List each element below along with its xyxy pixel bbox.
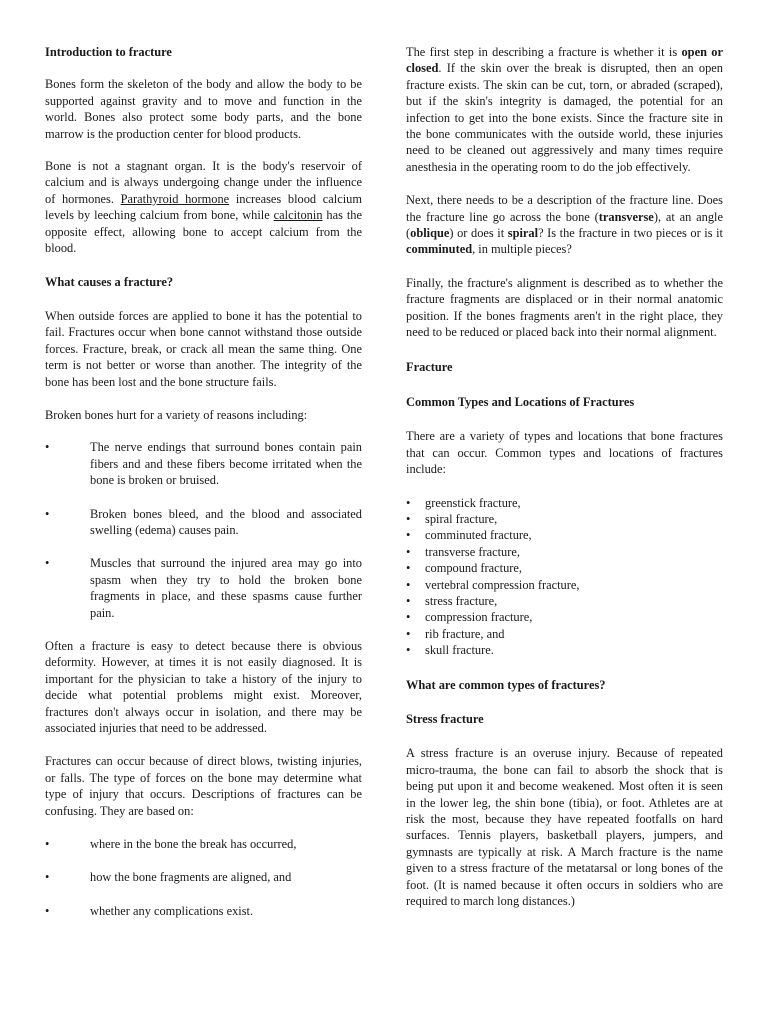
list-item: • comminuted fracture, xyxy=(406,527,723,543)
list-item: • where in the bone the break has occurred, xyxy=(45,836,362,852)
paragraph-bones-skeleton: Bones form the skeleton of the body and allow the body to be supported against gravity and to move and function in the world. Bones also protect some body parts, and the bone marrow is the production center for blood products. xyxy=(45,77,362,141)
list-item: • compound fracture, xyxy=(406,560,723,576)
heading-introduction: Introduction to fracture xyxy=(45,45,172,59)
pain-reasons-list xyxy=(45,439,362,621)
list-item: • whether any complications exist. xyxy=(45,903,362,919)
paragraph-easy-to-detect: Often a fracture is easy to detect because there is obvious deformity. However, at times it is not easily diagnosed. It is important for the physician to take a history of the injury to decide what potential problems might exist. Moreover, fractures don't always occur in isolation, and there may be associated injuries that need to be addressed. xyxy=(45,638,362,735)
list-item: • Muscles that surround the injured area may go into spasm when they try to hold the broken bone fragments in place, and these spasms cause further pain. xyxy=(45,555,362,621)
heading-common-types-locations: Common Types and Locations of Fractures xyxy=(406,394,635,409)
list-item: • spiral fracture, xyxy=(406,511,723,527)
heading-fracture: Fracture xyxy=(406,359,453,374)
paragraph-outside-forces: When outside forces are applied to bone it has the potential to fail. Fractures occur when bone cannot withstand those outside forces. Fracture, break, or crack all mean the same thing. One term is not better or worse than another. The integrity of the bone has been lost and the bone structure fails. xyxy=(45,308,362,389)
list-item: • how the bone fragments are aligned, and xyxy=(45,869,362,885)
paragraph-variety-of-types: There are a variety of types and locations that bone fractures that can occur. Common types and locations of fractures include: xyxy=(406,429,723,477)
description-basis-list xyxy=(45,836,362,919)
paragraph-direct-blows: Fractures can occur because of direct blows, twisting injuries, or falls. The type of forces on the bone may determine what type of injury that occurs. Descriptions of fractures can be confusing. They are based on: xyxy=(45,754,362,818)
right-column xyxy=(406,44,723,909)
left-column xyxy=(45,44,362,919)
list-item: • rib fracture, and xyxy=(406,626,723,642)
paragraph-broken-bones-hurt: Broken bones hurt for a variety of reasons including: xyxy=(45,407,308,422)
list-item: • skull fracture. xyxy=(406,642,723,658)
paragraph-alignment: Finally, the fracture's alignment is described as to whether the fracture fragments are displaced or in their normal anatomic position. If the bones fragments aren't in the right place, they need to be reduced or placed back into their normal alignment. xyxy=(406,275,723,340)
heading-common-types: What are common types of fractures? xyxy=(406,677,606,692)
list-item: • Broken bones bleed, and the blood and associated swelling (edema) causes pain. xyxy=(45,506,362,539)
list-item: • The nerve endings that surround bones contain pain fibers and and these fibers become irritated when the bone is broken or bruised. xyxy=(45,439,362,488)
paragraph-bone-not-stagnant: Bone is not a stagnant organ. It is the body's reservoir of calcium and is always undergoing change under the influence of hormones. Parathyroid hormone increases blood calcium levels by leeching calcium from bone, while calcitonin has the opposite effect, allowing bone to accept calcium from the blood. xyxy=(45,159,363,256)
paragraph-open-or-closed: The first step in describing a fracture is whether it is open or closed. If the skin over the break is disrupted, then an open fracture exists. The skin can be cut, torn, or abraded (scraped), but if the skin's integrity is damaged, the potential for an infection to get into the bone exists. Since the fracture site in the bone communicates with the outside world, these injuries need to be cleaned out aggressively and many times require anesthesia in the operating room to do the job effectively. xyxy=(406,45,723,174)
list-item: • greenstick fracture, xyxy=(406,495,723,511)
list-item: • vertebral compression fracture, xyxy=(406,577,723,593)
heading-stress-fracture: Stress fracture xyxy=(406,712,484,726)
parathyroid-hormone-link[interactable]: Parathyroid hormone xyxy=(120,191,230,206)
fracture-types-list xyxy=(406,495,723,659)
calcitonin-link[interactable]: calcitonin xyxy=(273,208,323,223)
list-item: • stress fracture, xyxy=(406,593,723,609)
heading-what-causes: What causes a fracture? xyxy=(45,275,174,290)
paragraph-stress-fracture: A stress fracture is an overuse injury. Because of repeated micro-trauma, the bone can fail to absorb the shock that is being put upon it and become weakened. Most often it is seen in the lower leg, the shin bone (tibia), or foot. Athletes are at risk the most, because they have repeated footfalls on hard surfaces. Tennis players, basketball players, jumpers, and gymnasts are typically at risk. A March fracture is the name given to a stress fracture of the metatarsal or long bones of the foot. (It is named because it often occurs in soldiers who are required to march long distances.) xyxy=(406,746,723,909)
list-item: • transverse fracture, xyxy=(406,544,723,560)
paragraph-fracture-line: Next, there needs to be a description of the fracture line. Does the fracture line go across the bone (transverse), at an angle (oblique) or does it spiral? Is the fracture in two pieces or is it comminuted, in multiple pieces? xyxy=(406,193,724,257)
list-item: • compression fracture, xyxy=(406,609,723,625)
